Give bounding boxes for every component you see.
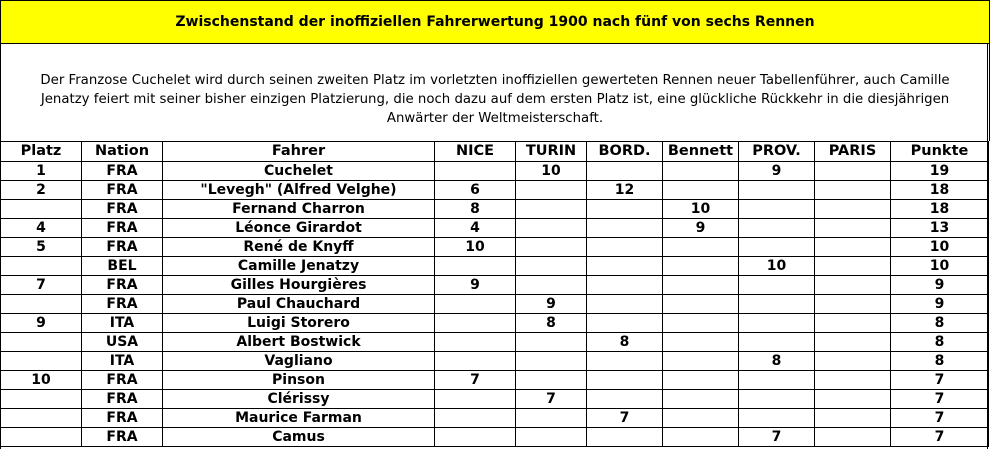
nation-cell: FRA — [82, 181, 163, 200]
bennett-cell — [663, 314, 739, 333]
bord-cell — [587, 162, 663, 181]
header-nice: NICE — [435, 142, 516, 162]
platz-cell — [1, 428, 82, 447]
paris-cell — [815, 276, 891, 295]
table-row — [1, 409, 989, 428]
table-row — [1, 181, 989, 200]
bord-cell — [587, 371, 663, 390]
turin-cell — [516, 333, 587, 352]
turin-cell — [516, 181, 587, 200]
bord-cell: 8 — [587, 333, 663, 352]
punkte-cell: 13 — [891, 219, 989, 238]
punkte-cell: 8 — [891, 314, 989, 333]
platz-cell: 2 — [1, 181, 82, 200]
bennett-cell — [663, 181, 739, 200]
bennett-cell: 9 — [663, 219, 739, 238]
table-row — [1, 219, 989, 238]
fahrer-cell: "Levegh" (Alfred Velghe) — [163, 181, 435, 200]
table-row — [1, 314, 989, 333]
nice-cell: 6 — [435, 181, 516, 200]
description-text: Der Franzose Cuchelet wird durch seinen zweiten Platz im vorletzten inoffiziellen gewerteten Rennen neuer Tabellenführer, auch Camille Jenatzy feiert mit seiner bisher einzigen Platzierung, die noch dazu auf dem ersten Platz ist, eine glückliche Rückkehr in die diesjährigen Anwärter der Weltmeisterschaft. — [40, 73, 950, 126]
turin-cell — [516, 371, 587, 390]
prov-cell — [739, 295, 815, 314]
prov-cell — [739, 219, 815, 238]
prov-cell — [739, 314, 815, 333]
platz-cell: 9 — [1, 314, 82, 333]
page-title: Zwischenstand der inoffiziellen Fahrerwertung 1900 nach fünf von sechs Rennen — [175, 14, 815, 30]
platz-cell: 10 — [1, 371, 82, 390]
bord-cell — [587, 428, 663, 447]
punkte-cell: 10 — [891, 257, 989, 276]
bennett-cell — [663, 352, 739, 371]
punkte-cell: 7 — [891, 428, 989, 447]
fahrer-cell: Albert Bostwick — [163, 333, 435, 352]
punkte-cell: 10 — [891, 238, 989, 257]
turin-cell — [516, 409, 587, 428]
prov-cell: 9 — [739, 162, 815, 181]
fahrer-cell: René de Knyff — [163, 238, 435, 257]
prov-cell — [739, 200, 815, 219]
title-bar — [0, 0, 990, 44]
nation-cell: FRA — [82, 238, 163, 257]
paris-cell — [815, 428, 891, 447]
bord-cell — [587, 390, 663, 409]
paris-cell — [815, 257, 891, 276]
nice-cell — [435, 428, 516, 447]
prov-cell: 8 — [739, 352, 815, 371]
header-bennett: Bennett — [663, 142, 739, 162]
nice-cell — [435, 314, 516, 333]
table-row — [1, 333, 989, 352]
nice-cell: 8 — [435, 200, 516, 219]
paris-cell — [815, 390, 891, 409]
prov-cell — [739, 333, 815, 352]
paris-cell — [815, 409, 891, 428]
paris-cell — [815, 295, 891, 314]
prov-cell — [739, 276, 815, 295]
bennett-cell — [663, 371, 739, 390]
bord-cell — [587, 295, 663, 314]
platz-cell — [1, 295, 82, 314]
nation-cell: ITA — [82, 352, 163, 371]
turin-cell — [516, 428, 587, 447]
nation-cell: FRA — [82, 162, 163, 181]
nice-cell — [435, 162, 516, 181]
prov-cell — [739, 390, 815, 409]
turin-cell — [516, 219, 587, 238]
nation-cell: FRA — [82, 219, 163, 238]
punkte-cell: 8 — [891, 352, 989, 371]
platz-cell — [1, 333, 82, 352]
header-fahrer: Fahrer — [163, 142, 435, 162]
bord-cell — [587, 219, 663, 238]
paris-cell — [815, 181, 891, 200]
platz-cell: 1 — [1, 162, 82, 181]
bord-cell — [587, 276, 663, 295]
punkte-cell: 18 — [891, 200, 989, 219]
paris-cell — [815, 314, 891, 333]
nice-cell — [435, 257, 516, 276]
turin-cell — [516, 352, 587, 371]
nation-cell: FRA — [82, 200, 163, 219]
platz-cell — [1, 352, 82, 371]
paris-cell — [815, 219, 891, 238]
platz-cell: 7 — [1, 276, 82, 295]
platz-cell — [1, 257, 82, 276]
table-row — [1, 257, 989, 276]
paris-cell — [815, 200, 891, 219]
punkte-cell: 9 — [891, 276, 989, 295]
paris-cell — [815, 333, 891, 352]
header-nation: Nation — [82, 142, 163, 162]
platz-cell — [1, 390, 82, 409]
nice-cell — [435, 295, 516, 314]
table-row — [1, 352, 989, 371]
bennett-cell — [663, 162, 739, 181]
nation-cell: FRA — [82, 390, 163, 409]
table-row — [1, 390, 989, 409]
table-header-row — [1, 142, 989, 162]
bennett-cell — [663, 333, 739, 352]
turin-cell — [516, 257, 587, 276]
header-platz: Platz — [1, 142, 82, 162]
nice-cell: 9 — [435, 276, 516, 295]
bord-cell — [587, 314, 663, 333]
nation-cell: FRA — [82, 409, 163, 428]
turin-cell: 9 — [516, 295, 587, 314]
bord-cell — [587, 200, 663, 219]
bord-cell — [587, 352, 663, 371]
bord-cell — [587, 238, 663, 257]
fahrer-cell: Maurice Farman — [163, 409, 435, 428]
bennett-cell — [663, 428, 739, 447]
punkte-cell: 19 — [891, 162, 989, 181]
nice-cell — [435, 352, 516, 371]
punkte-cell: 9 — [891, 295, 989, 314]
turin-cell: 7 — [516, 390, 587, 409]
header-turin: TURIN — [516, 142, 587, 162]
nation-cell: ITA — [82, 314, 163, 333]
platz-cell: 4 — [1, 219, 82, 238]
turin-cell — [516, 200, 587, 219]
table-row — [1, 428, 989, 447]
turin-cell — [516, 276, 587, 295]
nation-cell: FRA — [82, 428, 163, 447]
bord-cell — [587, 257, 663, 276]
turin-cell: 10 — [516, 162, 587, 181]
platz-cell — [1, 200, 82, 219]
header-bord: BORD. — [587, 142, 663, 162]
bennett-cell — [663, 238, 739, 257]
nice-cell — [435, 390, 516, 409]
fahrer-cell: Gilles Hourgières — [163, 276, 435, 295]
turin-cell — [516, 238, 587, 257]
fahrer-cell: Paul Chauchard — [163, 295, 435, 314]
fahrer-cell: Cuchelet — [163, 162, 435, 181]
paris-cell — [815, 371, 891, 390]
bennett-cell — [663, 276, 739, 295]
table-row — [1, 200, 989, 219]
punkte-cell: 7 — [891, 409, 989, 428]
fahrer-cell: Fernand Charron — [163, 200, 435, 219]
paris-cell — [815, 162, 891, 181]
paris-cell — [815, 238, 891, 257]
table-row — [1, 162, 989, 181]
nation-cell: FRA — [82, 295, 163, 314]
header-paris: PARIS — [815, 142, 891, 162]
fahrer-cell: Pinson — [163, 371, 435, 390]
fahrer-cell: Camille Jenatzy — [163, 257, 435, 276]
punkte-cell: 8 — [891, 333, 989, 352]
fahrer-cell: Vagliano — [163, 352, 435, 371]
table-row — [1, 371, 989, 390]
bord-cell: 12 — [587, 181, 663, 200]
punkte-cell: 7 — [891, 390, 989, 409]
nice-cell: 4 — [435, 219, 516, 238]
prov-cell: 10 — [739, 257, 815, 276]
table-row — [1, 295, 989, 314]
turin-cell: 8 — [516, 314, 587, 333]
nation-cell: USA — [82, 333, 163, 352]
bennett-cell — [663, 390, 739, 409]
bennett-cell — [663, 409, 739, 428]
nation-cell: FRA — [82, 276, 163, 295]
nice-cell: 10 — [435, 238, 516, 257]
description-cell — [0, 44, 990, 141]
fahrer-cell: Camus — [163, 428, 435, 447]
header-punkte: Punkte — [891, 142, 989, 162]
prov-cell — [739, 238, 815, 257]
nice-cell — [435, 409, 516, 428]
header-prov: PROV. — [739, 142, 815, 162]
prov-cell — [739, 181, 815, 200]
nation-cell: BEL — [82, 257, 163, 276]
table-row — [1, 238, 989, 257]
fahrer-cell: Luigi Storero — [163, 314, 435, 333]
fahrer-cell: Clérissy — [163, 390, 435, 409]
platz-cell — [1, 409, 82, 428]
prov-cell — [739, 371, 815, 390]
paris-cell — [815, 352, 891, 371]
platz-cell: 5 — [1, 238, 82, 257]
bord-cell: 7 — [587, 409, 663, 428]
prov-cell: 7 — [739, 428, 815, 447]
punkte-cell: 7 — [891, 371, 989, 390]
standings-table — [0, 141, 989, 447]
bennett-cell: 10 — [663, 200, 739, 219]
prov-cell — [739, 409, 815, 428]
bennett-cell — [663, 295, 739, 314]
table-row — [1, 276, 989, 295]
nice-cell — [435, 333, 516, 352]
punkte-cell: 18 — [891, 181, 989, 200]
fahrer-cell: Léonce Girardot — [163, 219, 435, 238]
nice-cell: 7 — [435, 371, 516, 390]
bennett-cell — [663, 257, 739, 276]
nation-cell: FRA — [82, 371, 163, 390]
